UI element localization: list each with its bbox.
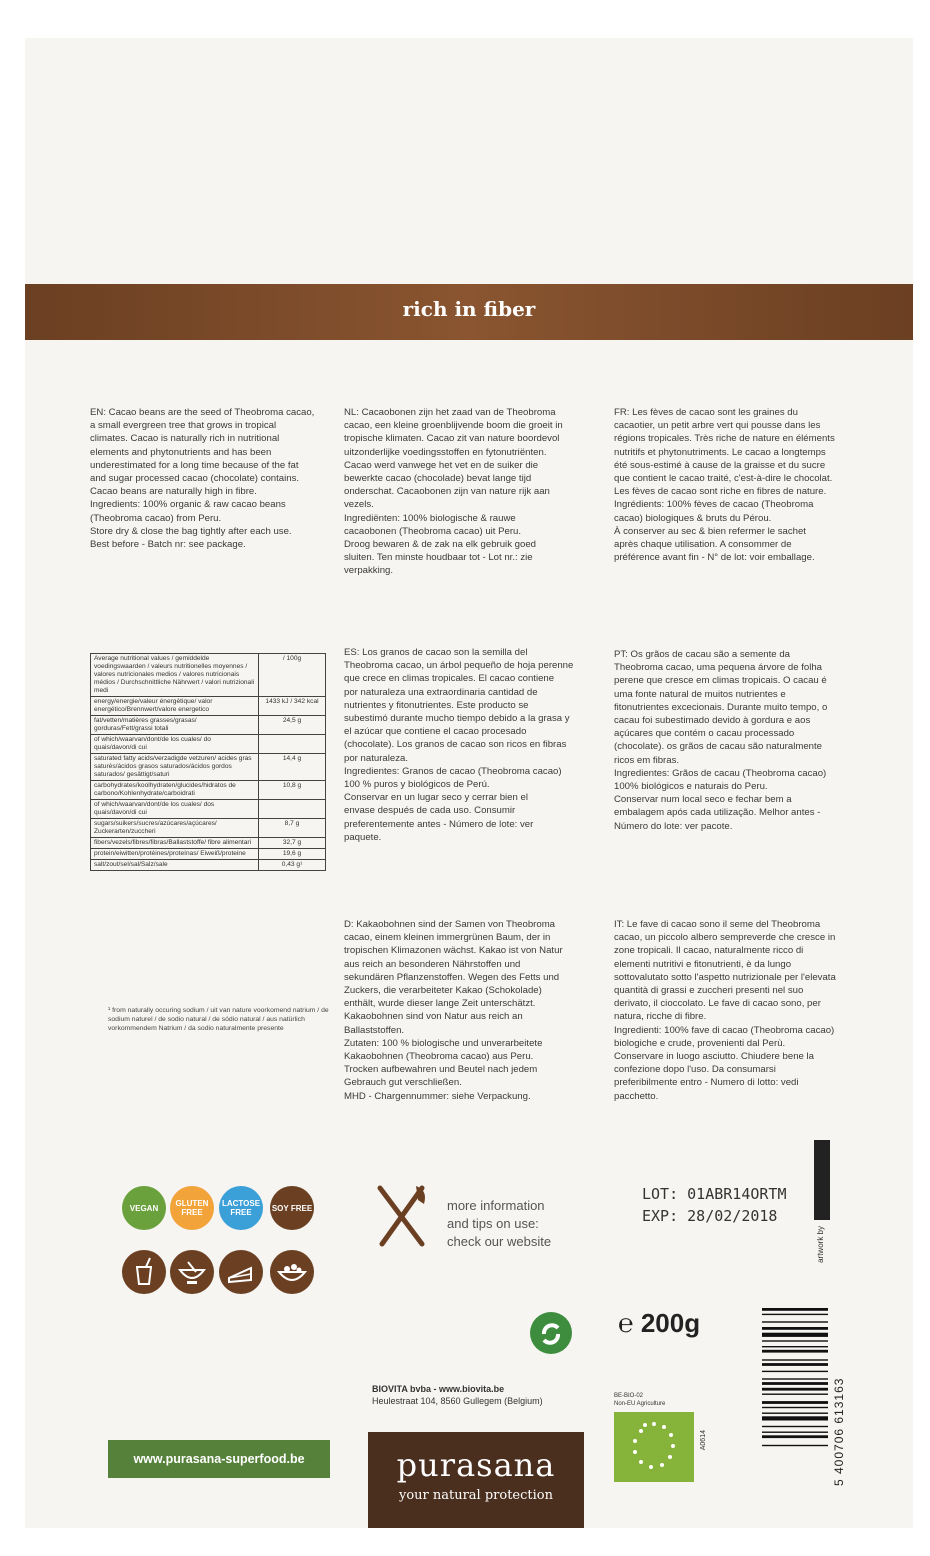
lactose-free-badge	[219, 1186, 263, 1230]
eu-organic-text	[614, 1392, 665, 1408]
exp-label: EXP:	[642, 1207, 679, 1225]
text-nl-line: tropische klimaten. Cacao zit van nature boordevol	[344, 433, 560, 445]
text-it-line: biologiche e crude, provenienti dal Perù.	[614, 1037, 786, 1049]
text-nl-line: onderschat. Cacaobonen zijn van nature rijk aan	[344, 486, 550, 498]
text-it-line: natura, ricche di fibre.	[614, 1011, 707, 1023]
website-banner: www.purasana-superfood.be	[108, 1440, 330, 1478]
text-de-line: tropischen Klimazonen wächst. Kakao ist von Natur	[344, 945, 563, 957]
text-de-line: Gebrauch gut verschließen.	[344, 1077, 462, 1089]
text-fr-line: Les fèves de cacao sont riche en fibres de nature.	[614, 486, 827, 498]
barcode-bar	[762, 1394, 828, 1395]
text-de-line: Kakaobohnen sind von Natur aus reich an	[344, 1011, 523, 1023]
barcode-bar	[762, 1359, 828, 1360]
nutrition-row	[91, 735, 326, 754]
text-es-line: ES: Los granos de cacao son la semilla del	[344, 647, 528, 658]
eu-code: BE-BIO-02	[614, 1393, 644, 1399]
text-en-line: Ingredients: 100% organic & raw cacao beans	[90, 499, 286, 511]
logo-tagline: your natural protection	[398, 1488, 553, 1503]
nutrition-value: 24,5 g	[259, 716, 326, 735]
cake-icon	[219, 1250, 263, 1294]
nutrition-label: carbohydrates/koolhydraten/glucides/hidratos de carbono/Kohlenhydrate/carboidrati	[91, 781, 259, 800]
text-es-line: por naturaleza una extraordinaria cantidad de	[344, 686, 538, 698]
gluten-free-badge	[170, 1186, 214, 1230]
nutrition-footnote: ¹ from naturally occuring sodium / uit van nature voorkomend natrium / de sodium naturel / de sodio natural / de sódio natural / aus natürlich vorkommendem Natrium / da sodio naturalmente presente	[108, 1007, 329, 1032]
text-fr-line: après chaque utilisation. A consommer de	[614, 539, 792, 551]
text-it-line: elementi nutritivi e fitonutrienti, è da lungo	[614, 958, 792, 970]
nutrition-value	[259, 735, 326, 754]
eu-organic-leaf-icon	[614, 1412, 694, 1482]
net-weight: ℮ 200g	[618, 1308, 701, 1338]
text-en-line: EN: Cacao beans are the seed of Theobroma cacao,	[90, 407, 315, 418]
text-de-line: cacao, einem kleinen immergrünen Baum, der in	[344, 932, 551, 944]
text-fr	[614, 406, 864, 564]
barcode-bar	[762, 1321, 828, 1322]
text-es-line: envase después de cada uso. Consumir	[344, 805, 516, 817]
artwork-logo	[814, 1140, 830, 1220]
recycle-icon	[530, 1312, 572, 1354]
text-es-line: que crece en climas tropicales. El cacao contiene	[344, 673, 555, 685]
artwork-credit	[812, 1140, 832, 1300]
text-fr-line: que contient le cacao traité, c'est-à-dire le chocolat.	[614, 473, 833, 485]
barcode-bar	[762, 1445, 828, 1446]
barcode-number: 5 400706 613163	[832, 1377, 846, 1486]
text-en-line: climates. Cacao is naturally rich in nutritional	[90, 433, 280, 445]
text-pt-line: perene que cresce em climas tropicais. O cacau é	[614, 675, 827, 687]
text-fr-line: cacao) biologiques & bruts du Pérou.	[614, 512, 772, 524]
nutrition-value: 0,43 g¹	[259, 860, 326, 871]
barcode-bar	[762, 1378, 828, 1379]
barcode-bar	[762, 1407, 828, 1408]
barcode-bar	[762, 1363, 828, 1366]
company-street: Heulestraat 104, 8560 Gullegem (Belgium)	[372, 1396, 543, 1406]
more-information-text	[447, 1197, 551, 1251]
eu-agriculture: Non-EU Agriculture	[614, 1401, 666, 1407]
text-en-line: Cacao beans are naturally high in fibre.	[90, 486, 257, 498]
text-it-line: zone tropicali. Il cacao, naturalmente ricco di	[614, 945, 804, 957]
text-nl-line: uitzonderlijke voedingsstoffen en fytonutriënten.	[344, 446, 547, 458]
text-nl-line: cacaobonen (Theobroma cacao) uit Peru.	[344, 525, 522, 537]
text-fr-line: préférence avant fin - N° de lot: voir emballage.	[614, 552, 815, 564]
text-es-line: paquete.	[344, 831, 382, 843]
nutrition-row	[91, 654, 326, 697]
text-es	[344, 646, 594, 844]
text-it-line: derivato, il cioccolato. Le fave di cacao sono, per	[614, 998, 821, 1010]
text-de-line: enthält, wurde dieser lange Zeit unterschätzt.	[344, 998, 536, 1010]
nutrition-label: fat/vetten/matières grasses/grasas/ gorduras/Fett/grassi totali	[91, 716, 259, 735]
nutrition-value: / 100g	[259, 654, 326, 697]
barcode-bar	[762, 1432, 828, 1433]
text-it-line: pacchetto.	[614, 1090, 659, 1102]
text-de-line: aus reich an besonderen Nährstoffen und	[344, 958, 521, 970]
more-info-line3: check our website	[447, 1234, 552, 1249]
text-it-line: preferibilmente entro - Numero di lotto: vedi	[614, 1077, 799, 1089]
text-it-line: Conservare in luogo asciutto. Chiudere bene la	[614, 1051, 814, 1063]
text-es-line: el azúcar que contiene el cacao procesado	[344, 726, 527, 738]
text-es-line: subestimó durante mucho tiempo debido a la grasa y	[344, 713, 570, 725]
text-fr-line: été sous-estimé à cause de la graisse et du sucre	[614, 459, 826, 471]
text-es-line: 100 % puros y biológicos de Perú.	[344, 779, 490, 791]
text-de-line: Zutaten: 100 % biologische und unverarbeitete	[344, 1037, 543, 1049]
text-es-line: nutrientes y fitonutrientes. Este producto se	[344, 699, 529, 711]
text-fr-line: Ingrédients: 100% fèves de cacao (Theobroma	[614, 499, 814, 511]
nutrition-value: 19,6 g	[259, 849, 326, 860]
text-pt-line: ricos em fibras.	[614, 754, 680, 766]
banner-text: rich in fiber	[402, 297, 536, 321]
text-de-line: D: Kakaobohnen sind der Samen von Theobroma	[344, 919, 556, 930]
nutrition-label: energy/energie/valeur énergétique/ valor energético/Brennwert/valore energetico	[91, 697, 259, 716]
text-it-line: Ingredienti: 100% fave di cacao (Theobroma cacao)	[614, 1024, 835, 1036]
nutrition-row	[91, 716, 326, 735]
text-es-line: Conservar en un lugar seco y cerrar bien el	[344, 792, 528, 804]
text-nl-line: verpakking.	[344, 565, 394, 577]
text-de	[344, 918, 594, 1103]
barcode-bar	[762, 1413, 828, 1414]
soy-free-badge	[270, 1186, 314, 1230]
lactose-free-badge-text: LACTOSE FREE	[221, 1199, 261, 1217]
vegan-badge	[122, 1186, 166, 1230]
barcode-bar	[762, 1327, 828, 1330]
text-en-line: underestimated for a long time because of the fat	[90, 459, 299, 471]
text-fr-line: À conserver au sec & bien refermer le sachet	[614, 525, 806, 537]
text-en-line: Store dry & close the bag tightly after each use.	[90, 525, 292, 537]
company-name: BIOVITA bvba - www.biovita.be	[372, 1384, 505, 1394]
text-pt-line: Ingredientes: Grãos de cacau (Theobroma cacao)	[614, 767, 827, 779]
nutrition-label: sugars/suikers/sucres/azúcares/açúcares/ Zuckerarten/zuccheri	[91, 819, 259, 838]
text-fr-line: cacaotier, un petit arbre vert qui pousse dans les	[614, 420, 821, 432]
drink-icon	[122, 1250, 166, 1294]
text-nl-line: cacao, een kleine groenblijvende boom die groeit in	[344, 420, 563, 432]
text-en	[90, 406, 330, 551]
barcode-bar	[762, 1388, 828, 1391]
mixing-bowl-icon	[170, 1250, 214, 1294]
text-es-line: (chocolate). Los granos de cacao son ricos en fibras	[344, 739, 567, 751]
nutrition-row	[91, 860, 326, 871]
nutrition-value: 10,8 g	[259, 781, 326, 800]
exp-value: 28/02/2018	[687, 1207, 778, 1225]
text-it-line: quantità di grassi e zuccheri presenti nel suo	[614, 985, 804, 997]
logo-name: purasana	[396, 1446, 556, 1484]
text-es-line: Ingredientes: Granos de cacao (Theobroma cacao)	[344, 765, 562, 777]
text-nl-line: bewerkte cacao (chocolade) bevat lange tijd	[344, 473, 532, 485]
barcode-bar	[762, 1333, 828, 1337]
text-de-line: Trocken aufbewahren und Beutel nach jedem	[344, 1064, 538, 1076]
text-nl-line: vezels.	[344, 499, 374, 511]
nutrition-value: 32,7 g	[259, 838, 326, 849]
text-nl-line: Droog bewaren & de zak na elk gebruik goed	[344, 539, 536, 551]
text-pt-line: (chocolate). os grãos de cacau são naturalmente	[614, 741, 822, 753]
text-it-line: confezione dopo l'uso. Da consumarsi	[614, 1064, 776, 1076]
nutrition-row	[91, 697, 326, 716]
text-en-line: and sugar processed cacao (chocolate) contains.	[90, 473, 300, 485]
barcode-bar	[762, 1340, 828, 1341]
barcode-bar	[762, 1401, 828, 1404]
text-de-line: Ballaststoffen.	[344, 1024, 405, 1036]
nutrition-label: of which/waarvan/dont/de los cuales/ dos quais/davon/di cui	[91, 800, 259, 819]
nutrition-row	[91, 781, 326, 800]
lot-expiry-stamp	[642, 1183, 787, 1227]
text-nl	[344, 406, 594, 578]
text-pt-line: Theobroma cacao, uma pequena árvore de folha	[614, 662, 822, 674]
nutrition-label: of which/waarvan/dont/de los cuales/ do quais/davon/di cui	[91, 735, 259, 754]
nutrition-label: protein/eiwitten/protéines/proteínas/ Eiweiß/proteine	[91, 849, 259, 860]
nutrition-row	[91, 754, 326, 781]
text-es-line: preferentemente antes - Número de lote: ver	[344, 818, 534, 830]
soy-free-badge-text: SOY FREE	[271, 1203, 313, 1213]
text-en-line: elements and phytonutrients and has been	[90, 446, 272, 458]
barcode-bar	[762, 1308, 828, 1311]
text-es-line: por naturaleza.	[344, 752, 408, 764]
text-de-line: Zuckers, die verarbeiteter Kakao (Schokolade)	[344, 985, 542, 997]
fiber-banner	[25, 284, 913, 340]
text-nl-line: Ingrediënten: 100% biologische & rauwe	[344, 512, 516, 524]
nutrition-value: 1433 kJ / 342 kcal	[259, 697, 326, 716]
text-pt-line: cacau foi subestimado devido à gordura e aos	[614, 715, 811, 727]
more-info-line1: more information	[447, 1198, 545, 1213]
text-it-line: IT: Le fave di cacao sono il seme del Theobroma	[614, 919, 821, 930]
text-fr-line: FR: Les fèves de cacao sont les graines du	[614, 407, 798, 418]
product-code: A0614	[700, 1430, 707, 1451]
text-pt-line: 100% biológicos e naturais do Peru.	[614, 781, 768, 793]
barcode-bar	[762, 1371, 828, 1372]
nutrition-label: Average nutritional values / gemiddelde voedingswaarden / valeurs nutritionelles moyennes / valores nutricionales medios / valores nutricionais médios / Durchschnittliche Nährwert / valori nutrizionali medi	[91, 654, 259, 697]
text-pt-line: embalagem após cada utilização. Melhor antes -	[614, 807, 821, 819]
barcode-bar	[762, 1416, 828, 1420]
text-it-line: sottovalutato sotto l'aspetto nutrizionale per l'elevata	[614, 971, 836, 983]
barcode-bar	[762, 1314, 828, 1315]
artwork-text: artwork by	[816, 1226, 825, 1263]
barcode-bar	[762, 1350, 828, 1353]
barcode	[760, 1306, 840, 1488]
nutrition-label: saturated fatty acids/verzadigde vetzuren/ acides gras saturés/ácidos grasos saturados/ácidos gordos saturados/ gesättigt/saturi	[91, 754, 259, 781]
salad-bowl-icon	[270, 1250, 314, 1294]
text-it-line: cacao, un piccolo albero sempreverde che cresce in	[614, 932, 836, 944]
text-nl-line: Cacao werd vanwege het vet en de suiker die	[344, 459, 539, 471]
text-de-line: MHD - Chargennummer: siehe Verpackung.	[344, 1090, 531, 1102]
more-info-line2: and tips on use:	[447, 1216, 539, 1231]
barcode-bar	[762, 1382, 828, 1385]
company-address	[372, 1383, 543, 1407]
text-fr-line: régions tropicales. Très riche de nature en éléments	[614, 433, 835, 445]
text-it	[614, 918, 864, 1103]
text-nl-line: NL: Cacaobonen zijn het zaad van de Theobroma	[344, 407, 556, 418]
purasana-logo	[368, 1432, 584, 1528]
nutrition-value: 14,4 g	[259, 754, 326, 781]
barcode-bar	[762, 1426, 828, 1427]
text-pt	[614, 648, 864, 833]
text-en-line: (Theobroma cacao) from Peru.	[90, 512, 222, 524]
barcode-bar	[762, 1435, 828, 1438]
text-nl-line: sluiten. Ten minste houdbaar tot - Lot nr.: zie	[344, 552, 533, 564]
nutrition-value: 8,7 g	[259, 819, 326, 838]
nutrition-label: salt/zout/sel/sal/Salz/sale	[91, 860, 259, 871]
text-en-line: Best before - Batch nr: see package.	[90, 539, 246, 551]
nutrition-value	[259, 800, 326, 819]
text-es-line: Theobroma cacao, un árbol pequeño de hoja perenne	[344, 660, 574, 672]
text-de-line: Kakaobohnen (Theobroma cacao) aus Peru.	[344, 1051, 534, 1063]
nutrition-table	[90, 653, 326, 871]
text-en-line: a small evergreen tree that grows in tropical	[90, 420, 277, 432]
vegan-badge-text: VEGAN	[129, 1203, 159, 1213]
lot-value: 01ABR14ORTM	[687, 1185, 787, 1203]
nutrition-row	[91, 849, 326, 860]
nutrition-row	[91, 819, 326, 838]
text-pt-line: Número do lote: ver pacote.	[614, 820, 733, 832]
nutrition-row	[91, 800, 326, 819]
fork-knife-icon	[372, 1180, 432, 1250]
lot-label: LOT:	[642, 1185, 679, 1203]
nutrition-label: fibers/vezels/fibres/fibras/Ballaststoffe/ fibre alimentari	[91, 838, 259, 849]
barcode-bar	[762, 1346, 828, 1347]
text-pt-line: uma fonte natural de muitos nutrientes e	[614, 688, 786, 700]
text-fr-line: nutritifs et phytonutriments. Le cacao a longtemps	[614, 446, 826, 458]
text-pt-line: Conservar num local seco e fechar bem a	[614, 794, 792, 806]
text-pt-line: açúcares que contém o cacau processado	[614, 728, 795, 740]
nutrition-row	[91, 838, 326, 849]
text-pt-line: fitonutrientes excecionais. Durante muito tempo, o	[614, 701, 828, 713]
text-pt-line: PT: Os grãos de cacau são a semente da	[614, 649, 790, 660]
text-de-line: sekundären Pflanzenstoffen. Wegen des Fetts und	[344, 971, 560, 983]
gluten-free-badge-text: GLUTEN FREE	[175, 1199, 209, 1217]
